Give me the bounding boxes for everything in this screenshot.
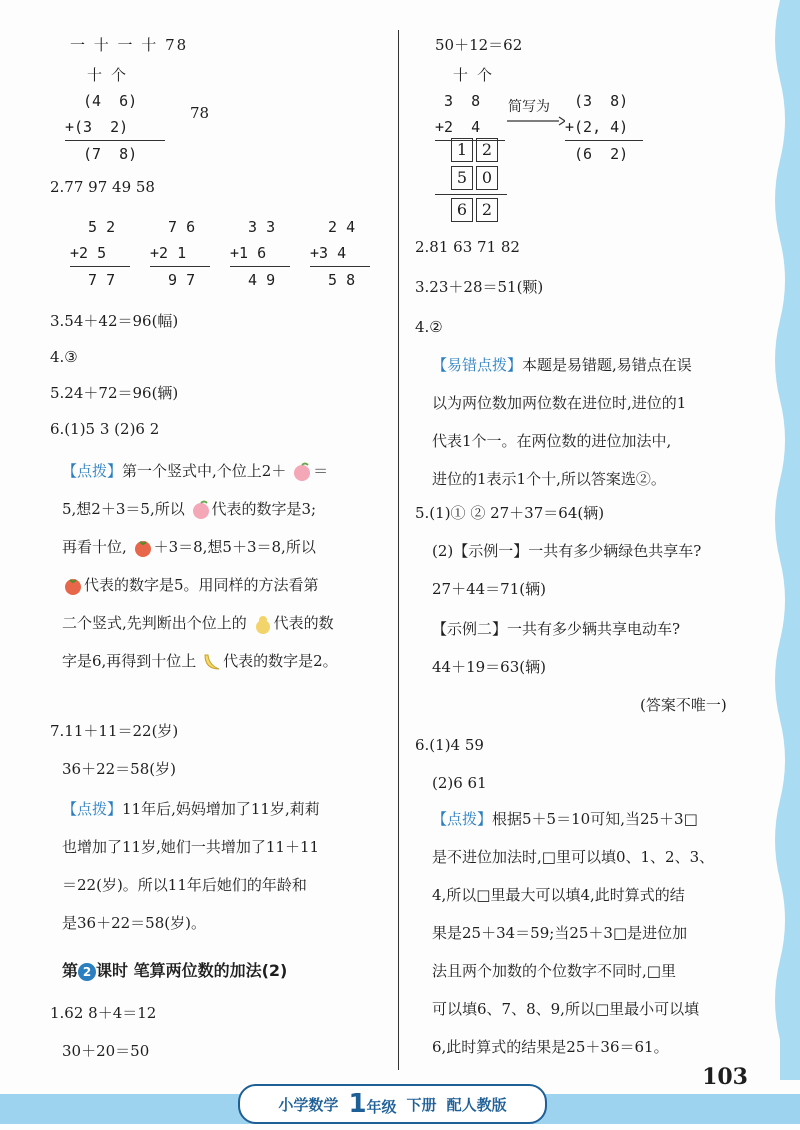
hint-text: 再看十位, — [62, 538, 127, 556]
hint-text: 果是25＋34＝59;当25＋3□是进位加 — [432, 924, 688, 942]
hint-tag: 【点拨】 — [62, 462, 123, 480]
question-5e: 44＋19＝63(辆) — [432, 658, 546, 676]
hint-text: 11年后,妈妈增加了11岁,莉莉 — [122, 800, 320, 818]
page-number: 103 — [702, 1064, 748, 1090]
hint-text: ＝ — [313, 462, 329, 480]
question-3: 3.54＋42＝96(幅) — [50, 312, 179, 330]
digit-box: 6 — [451, 198, 473, 222]
hint-text: 6,此时算式的结果是25＋36＝61。 — [432, 1038, 669, 1056]
hint-block-q6-right — [432, 800, 762, 1066]
calc-row: +2 1 — [150, 244, 187, 262]
term-label: 下册 — [406, 1095, 437, 1114]
wavy-border-decoration — [762, 0, 800, 1080]
digit-box: 2 — [476, 198, 498, 222]
lesson-title: 课时 笔算两位数的加法(2) — [96, 961, 288, 980]
question-6a: 6.(1)4 59 — [415, 736, 484, 754]
lesson-heading — [62, 960, 287, 982]
calc-row: +1 6 — [230, 244, 267, 262]
hint-tag: 【易错点拨】 — [432, 356, 523, 374]
peach-icon — [190, 499, 212, 521]
hint-block-q4 — [432, 346, 762, 498]
vertical-calc-4 — [565, 88, 643, 167]
calc-row: 2 4 — [310, 218, 356, 236]
calc-result: 5 8 — [310, 271, 356, 289]
calc-head: 十 个 — [453, 66, 493, 84]
question-4: 4.② — [415, 318, 443, 336]
answer-note: (答案不唯一) — [640, 696, 727, 714]
question-6: 6.(1)5 3 (2)6 2 — [50, 420, 160, 438]
question-7b: 36＋22＝58(岁) — [62, 760, 176, 778]
hint-text: 本题是易错题,易错点在误 — [522, 356, 692, 374]
question-6b: (2)6 61 — [432, 774, 487, 792]
calc-result: 9 7 — [150, 271, 196, 289]
hint-text: 代表的数字是5。用同样的方法看第 — [84, 576, 319, 594]
hint-text: 第一个竖式中,个位上2＋ — [122, 462, 287, 480]
question-5b: (2)【示例一】一共有多少辆绿色共享车? — [432, 542, 702, 560]
calc-result: (7 8) — [83, 145, 138, 163]
vertical-calc-2c — [230, 214, 290, 293]
vertical-calc-2d — [310, 214, 370, 293]
calc-row: +2 5 — [70, 244, 107, 262]
banana-icon — [201, 651, 223, 673]
tomato-icon — [132, 537, 154, 559]
hint-block-q6 — [62, 452, 392, 680]
hint-text: 也增加了11岁,她们一共增加了11＋11 — [62, 838, 320, 856]
hint-text: 代表1个一。在两位数的进位加法中, — [432, 432, 672, 450]
calc-result: 7 7 — [70, 271, 116, 289]
calc-row: +2 4 — [435, 118, 481, 136]
book-badge — [238, 1084, 547, 1124]
lesson-prefix: 第 — [62, 961, 79, 980]
question-2: 2.81 63 71 82 — [415, 238, 520, 256]
hint-text: 代表的数 — [273, 614, 334, 632]
hint-text: 是不进位加法时,□里可以填0、1、2、3、 — [432, 848, 715, 866]
question-2: 2.77 97 49 58 — [50, 178, 155, 196]
calc-row: (3 8) — [565, 92, 629, 110]
hint-text: 5,想2＋3＝5,所以 — [62, 500, 185, 518]
question-5d: 【示例二】一共有多少辆共享电动车? — [432, 620, 681, 638]
hint-text: 以为两位数加两位数在进位时,进位的1 — [432, 394, 687, 412]
equation-top: 50＋12＝62 — [435, 36, 523, 54]
vertical-calc-2b — [150, 214, 210, 293]
column-divider — [398, 30, 399, 1070]
lesson-q1a: 1.62 8＋4＝12 — [50, 1004, 157, 1022]
hint-tag: 【点拨】 — [62, 800, 123, 818]
hint-text: 代表的数字是2。 — [223, 652, 338, 670]
hint-block-q7 — [62, 790, 392, 942]
hint-text: 4,所以□里最大可以填4,此时算式的结 — [432, 886, 685, 904]
calc-row: (4 6) — [83, 92, 138, 110]
question-5: 5.24＋72＝96(辆) — [50, 384, 179, 402]
vertical-calc-1 — [65, 62, 165, 167]
calc-row: 7 6 — [150, 218, 196, 236]
calc-row: +(3 2) — [65, 118, 129, 136]
hint-tag: 【点拨】 — [432, 810, 493, 828]
box-calc — [435, 138, 507, 226]
calc-result: 4 9 — [230, 271, 276, 289]
simplify-label: 简写为 — [508, 99, 550, 115]
hint-text: ＝22(岁)。所以11年后她们的年龄和 — [62, 876, 307, 894]
digit-box: 0 — [476, 166, 498, 190]
calc-row: 3 3 — [230, 218, 276, 236]
lesson-number: 2 — [78, 963, 96, 981]
question-7a: 7.11＋11＝22(岁) — [50, 722, 179, 740]
hint-text: 进位的1表示1个十,所以答案选②。 — [432, 470, 666, 488]
grade-number: 1 — [348, 1089, 367, 1119]
calc-head: 十 个 — [87, 66, 127, 84]
question-3: 3.23＋28＝51(颗) — [415, 278, 544, 296]
hint-text: 二个竖式,先判断出个位上的 — [62, 614, 247, 632]
hint-text: 是36＋22＝58(岁)。 — [62, 914, 206, 932]
grade-label: 年级 — [366, 1098, 397, 1116]
hint-text: 法且两个加数的个位数字不同时,□里 — [432, 962, 676, 980]
calc-row: 5 2 — [70, 218, 116, 236]
tomato-icon — [62, 575, 84, 597]
vertical-calc-2a — [70, 214, 130, 293]
hint-text: 代表的数字是3; — [211, 500, 317, 518]
hint-text: 可以填6、7、8、9,所以□里最小可以填 — [432, 1000, 700, 1018]
hint-text: 根据5＋5＝10可知,当25＋3□ — [492, 810, 698, 828]
edition-label: 配人教版 — [446, 1095, 507, 1114]
digit-box: 1 — [451, 138, 473, 162]
question-5c: 27＋44＝71(辆) — [432, 580, 546, 598]
calc-side-answer: 78 — [190, 104, 210, 122]
peach-icon — [291, 461, 313, 483]
footer — [0, 1082, 800, 1130]
question-4: 4.③ — [50, 348, 78, 366]
digit-box: 5 — [451, 166, 473, 190]
arrow-right-icon — [507, 116, 565, 126]
calc-result: (6 2) — [565, 145, 629, 163]
vertical-calc-3 — [435, 62, 505, 141]
hint-text: ＋3＝8,想5＋3＝8,所以 — [153, 538, 316, 556]
calc-row: +3 4 — [310, 244, 347, 262]
calc-row: +(2, 4) — [565, 118, 629, 136]
digit-box: 2 — [476, 138, 498, 162]
pear-icon — [252, 613, 274, 635]
place-value-row: 一 十 一 十 78 — [70, 36, 189, 54]
question-5a: 5.(1)① ② 27＋37＝64(辆) — [415, 504, 605, 522]
calc-row: 3 8 — [435, 92, 481, 110]
hint-text: 字是6,再得到十位上 — [62, 652, 197, 670]
subject-label: 小学数学 — [278, 1095, 339, 1114]
lesson-q1b: 30＋20＝50 — [62, 1042, 150, 1060]
